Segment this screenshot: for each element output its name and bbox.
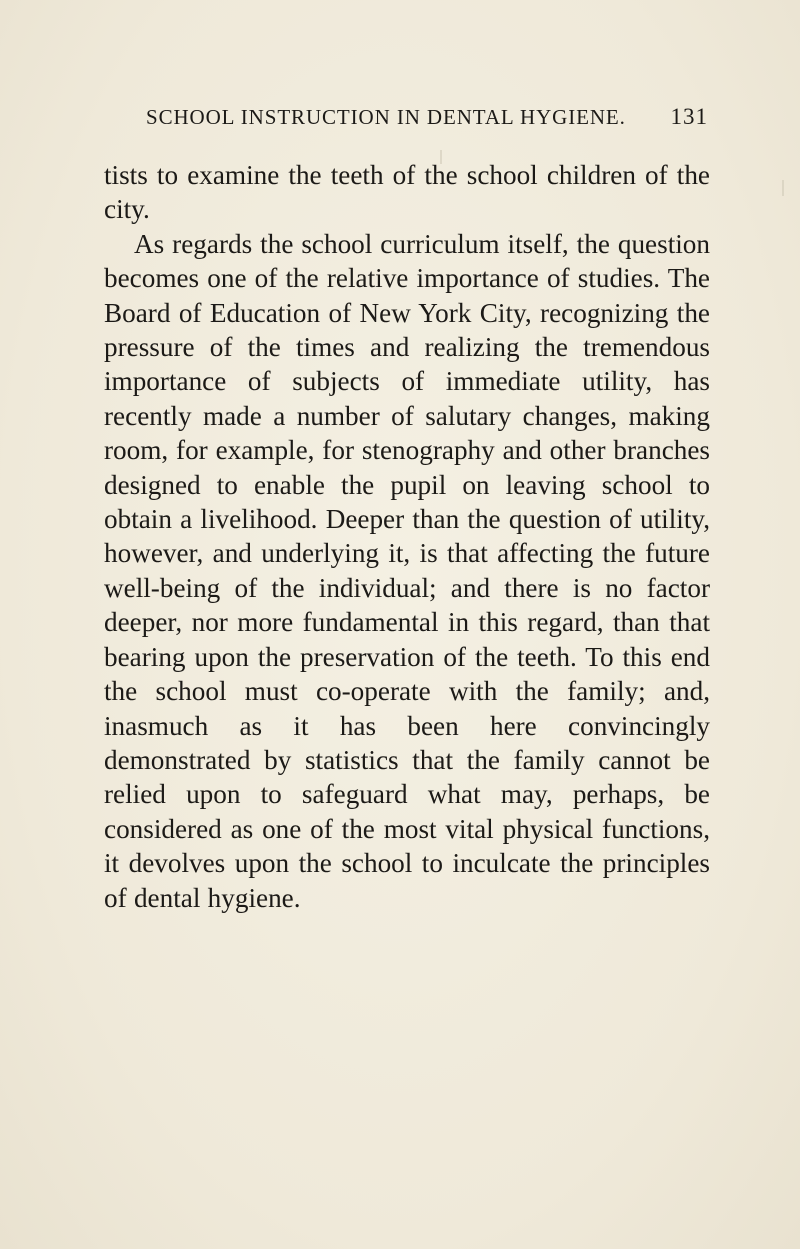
running-head-title: SCHOOL INSTRUCTION IN DENTAL HYGIENE.	[146, 105, 626, 129]
paragraph-continuation: tists to examine the teeth of the school children of the city.	[104, 160, 710, 225]
page-blemish	[782, 180, 784, 196]
running-head	[146, 104, 708, 138]
paragraph: As regards the school curriculum itself, the question becomes one of the relative importance of studies. The Board of Education of New York City, recognizing the pressure of the times and realizing the tremendous importance of subjects of immediate utility, has recently made a number of salutary changes, making room, for example, for stenography and other branches designed to enable the pupil on leaving school to obtain a livelihood. Deeper than the question of utility, however, and underlying it, is that affecting the future well-being of the individual; and there is no factor deeper, nor more fundamental in this regard, than that bearing upon the preservation of the teeth. To this end the school must co-operate with the family; and, inasmuch as it has been here convincingly demonstrated by statistics that the family cannot be relied upon to safeguard what may, perhaps, be considered as one of the most vital physical functions, it devolves upon the school to inculcate the principles of dental hygiene.	[104, 228, 710, 913]
page-number: 131	[670, 104, 708, 129]
body-text	[104, 158, 710, 915]
